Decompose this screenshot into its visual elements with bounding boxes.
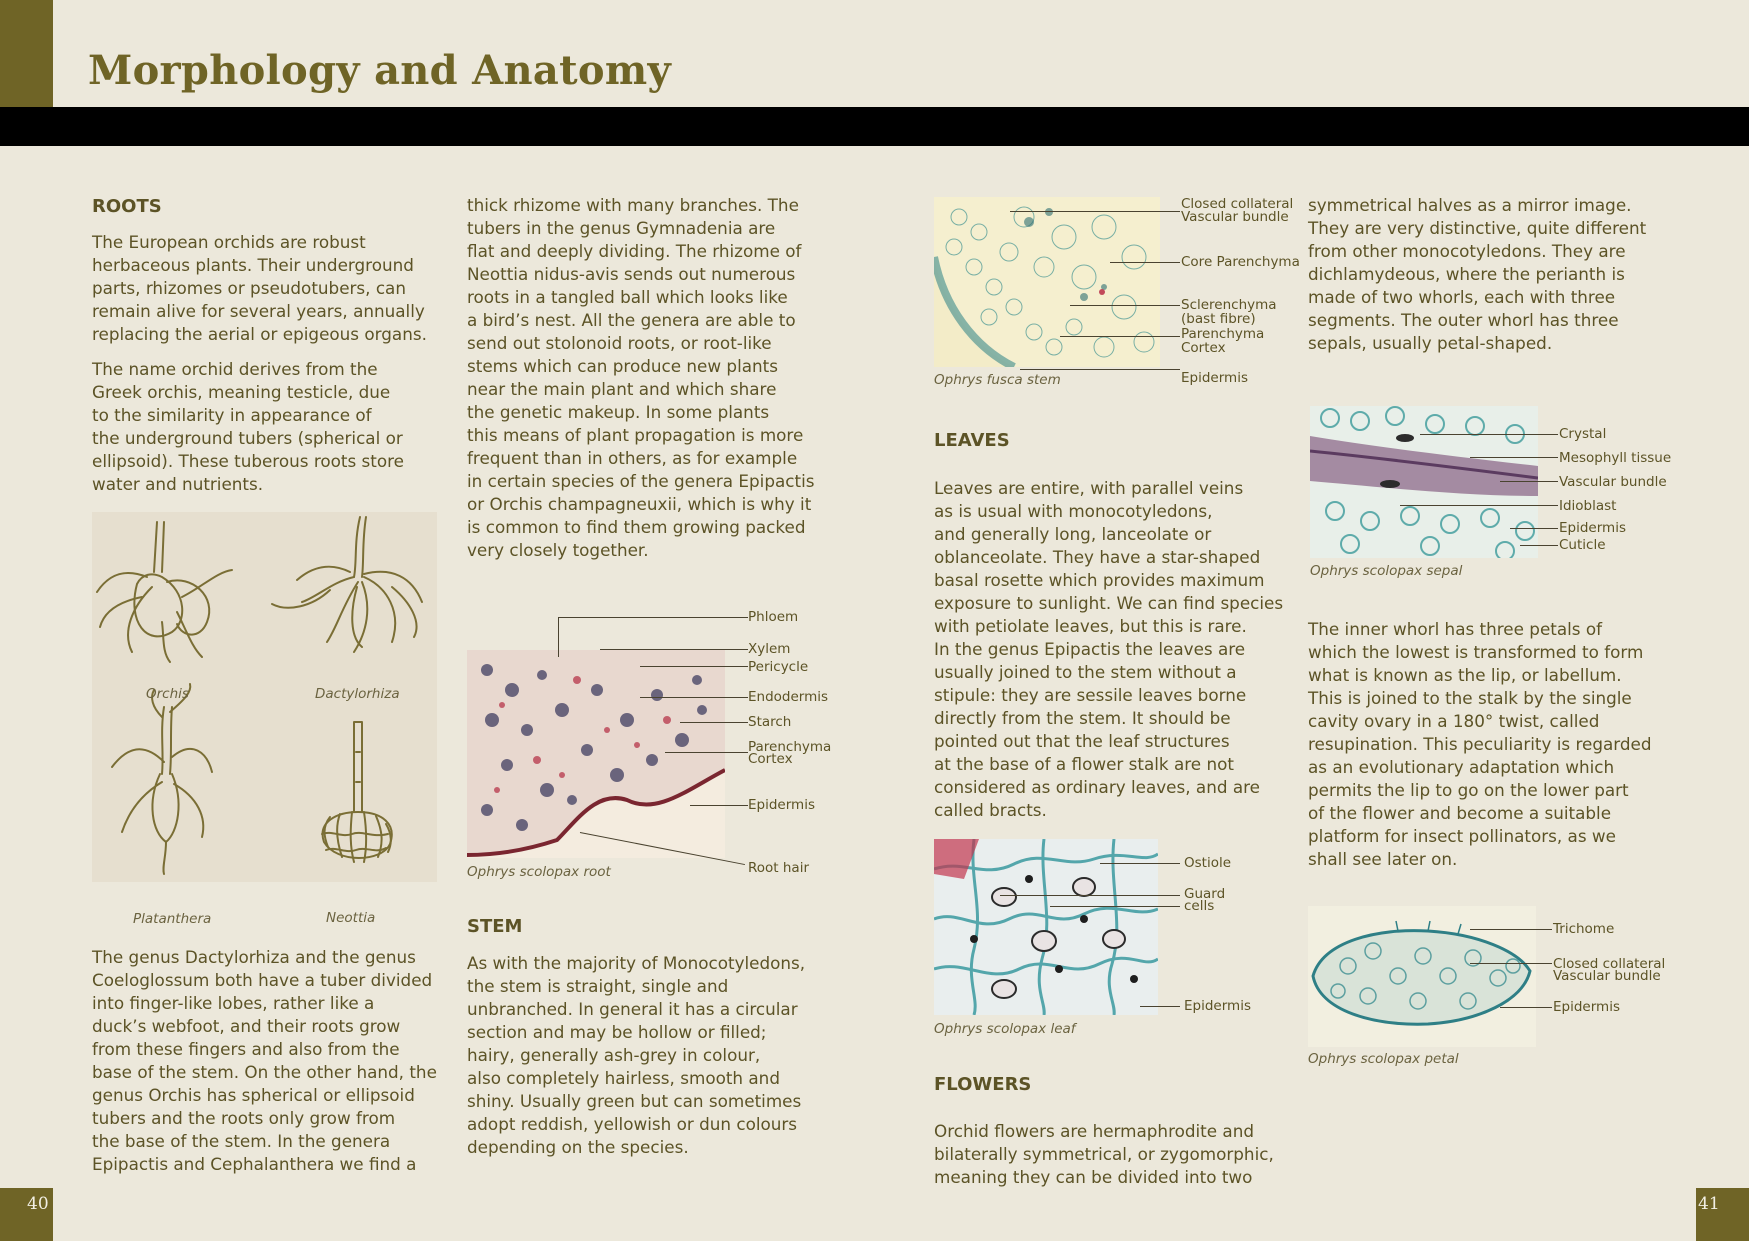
leader-trichome <box>1470 929 1552 930</box>
leader-stem-epidermis <box>1020 369 1180 370</box>
label-sepal-epidermis: Epidermis <box>1559 520 1626 536</box>
leader-sclerenchyma <box>1070 305 1180 306</box>
page-number-right: 41 <box>1698 1194 1720 1214</box>
stem-section-photo <box>934 197 1160 367</box>
page-title: Morphology and Anatomy <box>88 47 672 94</box>
leader-closed-collateral <box>1010 211 1180 212</box>
petal-caption: Ophrys scolopax petal <box>1308 1051 1459 1067</box>
label-crystal: Crystal <box>1559 426 1607 442</box>
leaves-paragraph: Leaves are entire, with parallel veins as is usual with monocotyledons, and generally long, lanceolate or oblanceolate. They have a star-shaped basal rosette which provides maximum exposure to sunlight. We can find species with petiolate leaves, but this is rare. In the genus Epipactis the leaves are usually joined to the stem without a stipule: they are sessile leaves borne directly from the stem. It should be pointed out that the leaf structures at the base of a flower stalk are not considered as ordinary leaves, and are called bracts. <box>934 478 1284 820</box>
label-petal-vascular: Vascular bundle <box>1553 968 1661 984</box>
orchis-drawing <box>97 522 232 662</box>
leader-phloem <box>558 617 748 618</box>
leader-petal-vascular <box>1470 963 1552 964</box>
plant-label-platanthera: Platanthera <box>133 911 212 927</box>
plant-label-neottia: Neottia <box>326 910 376 926</box>
leader-core-parenchyma <box>1110 262 1180 263</box>
leader-guard-cells-1 <box>1000 895 1180 896</box>
stem-caption: Ophrys fusca stem <box>934 372 1061 388</box>
label-stem-cortex: Cortex <box>1181 340 1226 356</box>
rhizome-paragraph: thick rhizome with many branches. The tubers in the genus Gymnadenia are flat and deeply dividing. The rhizome of Neottia nidus-avis sends out numerous roots in a tangled ball which looks like a bird’s nest. All the genera are able to send out stolonoid roots, or root-like stems which can produce new plants near the main plant and which share the genetic makeup. In some plants this means of plant propagation is more frequent than in others, as for example in certain species of the genera Epipactis or Orchis champagneuxii, which is why it is common to find them growing packed very closely together. <box>467 195 815 560</box>
flowers-paragraph: Orchid flowers are hermaphrodite and bilaterally symmetrical, or zygomorphic, meaning they can be divided into two <box>934 1121 1274 1187</box>
leader-sepal-epidermis <box>1510 528 1558 529</box>
label-starch: Starch <box>748 714 792 730</box>
label-stem-parenchyma: Parenchyma <box>1181 326 1265 342</box>
label-petal-closed-collateral: Closed collateral <box>1553 956 1666 972</box>
leader-pericycle <box>640 666 748 667</box>
leader-parenchyma <box>665 752 748 753</box>
label-pericycle: Pericycle <box>748 659 809 675</box>
flowers-heading: FLOWERS <box>934 1074 1032 1095</box>
label-epidermis: Epidermis <box>748 797 815 813</box>
root-caption: Ophrys scolopax root <box>467 864 611 880</box>
neottia-drawing <box>322 722 392 862</box>
leader-epidermis <box>690 805 748 806</box>
leader-idioblast <box>1400 505 1558 506</box>
roots-heading: ROOTS <box>92 196 162 217</box>
labellum-paragraph: The inner whorl has three petals of which the lowest is transformed to form what is known as the lip, or labellum. This is joined to the stalk by the single cavity ovary in a 180° twist, called resupination. This peculiarity is regarded as an evolutionary adaptation which permits the lip to go on the lower part of the flower and become a suitable platform for insect pollinators, as we shall see later on. <box>1308 619 1652 869</box>
label-sclerenchyma: Sclerenchyma <box>1181 297 1277 313</box>
label-leaf-epidermis: Epidermis <box>1184 998 1251 1014</box>
leader-phloem-v <box>558 617 559 657</box>
roots-paragraph-1: The European orchids are robust herbaceous plants. Their underground parts, rhizomes or pseudotubers, can remain alive for several years, annually replacing the aerial or epigeous organs. <box>92 232 427 344</box>
label-cells: cells <box>1184 898 1215 914</box>
leader-parenchyma-cortex <box>1060 336 1180 337</box>
label-xylem: Xylem <box>748 641 791 657</box>
plant-label-dactylorhiza: Dactylorhiza <box>315 686 400 702</box>
leader-starch <box>680 722 748 723</box>
leader-leaf-epidermis <box>1140 1006 1180 1007</box>
label-idioblast: Idioblast <box>1559 498 1617 514</box>
page-number-right-tab <box>1696 1188 1749 1241</box>
label-ostiole: Ostiole <box>1184 855 1232 871</box>
platanthera-drawing <box>112 684 212 874</box>
header-tab <box>0 0 53 107</box>
label-core-parenchyma: Core Parenchyma <box>1181 254 1300 270</box>
leader-ostiole <box>1100 863 1180 864</box>
dactylorhiza-drawing <box>272 517 422 652</box>
leader-sepal-vascular <box>1500 481 1558 482</box>
leader-crystal <box>1420 434 1558 435</box>
petal-section-photo <box>1308 906 1536 1047</box>
label-stem-epidermis: Epidermis <box>1181 370 1248 386</box>
label-vascular-bundle: Vascular bundle <box>1181 209 1289 225</box>
leaf-section-photo <box>934 839 1158 1015</box>
roots-paragraph-2: The name orchid derives from the Greek orchis, meaning testicle, due to the similarity in appearance of the underground tubers (spherical or ellipsoid). These tuberous roots store water and nutrients. <box>92 359 404 494</box>
page-number-left-tab <box>0 1188 53 1241</box>
label-closed-collateral: Closed collateral <box>1181 196 1294 212</box>
root-section-photo <box>467 650 725 858</box>
label-cuticle: Cuticle <box>1559 537 1606 553</box>
label-parenchyma: Parenchyma <box>748 739 832 755</box>
header-band <box>0 107 1749 146</box>
label-cortex: Cortex <box>748 751 793 767</box>
sepal-section-photo <box>1310 406 1538 558</box>
symmetry-paragraph: symmetrical halves as a mirror image. They are very distinctive, quite different from other monocotyledons. They are dichlamydeous, where the perianth is made of two whorls, each with three segments. The outer whorl has three sepals, usually petal-shaped. <box>1308 195 1647 353</box>
leader-endodermis <box>640 697 748 698</box>
roots-paragraph-3: The genus Dactylorhiza and the genus Coeloglossum both have a tuber divided into finger-like lobes, rather like a duck’s webfoot, and their roots grow from these fingers and also from the base of the stem. On the other hand, the genus Orchis has spherical or ellipsoid tubers and the roots only grow from the base of the stem. In the genera Epipactis and Cephalanthera we find a <box>92 947 437 1174</box>
leaf-caption: Ophrys scolopax leaf <box>934 1021 1076 1037</box>
label-guard: Guard <box>1184 886 1226 902</box>
label-petal-epidermis: Epidermis <box>1553 999 1620 1015</box>
leaves-heading: LEAVES <box>934 430 1010 451</box>
leader-xylem <box>600 649 748 650</box>
label-mesophyll: Mesophyll tissue <box>1559 450 1672 466</box>
leader-cuticle <box>1520 545 1558 546</box>
leader-petal-epidermis <box>1500 1007 1552 1008</box>
leader-mesophyll <box>1470 457 1558 458</box>
leader-guard-cells-2 <box>1050 906 1180 907</box>
page-number-left: 40 <box>27 1194 49 1214</box>
label-phloem: Phloem <box>748 609 799 625</box>
plant-label-orchis: Orchis <box>146 686 189 702</box>
stem-heading: STEM <box>467 916 523 937</box>
stem-paragraph: As with the majority of Monocotyledons, the stem is straight, single and unbranched. In general it has a circular section and may be hollow or filled; hairy, generally ash-grey in colour, also completely hairless, smooth and shiny. Usually green but can sometimes adopt reddish, yellowish or dun colours depending on the species. <box>467 953 806 1157</box>
label-bast-fibre: (bast fibre) <box>1181 311 1256 327</box>
label-sepal-vascular: Vascular bundle <box>1559 474 1667 490</box>
sepal-caption: Ophrys scolopax sepal <box>1310 563 1463 579</box>
label-trichome: Trichome <box>1553 921 1615 937</box>
label-root-hair: Root hair <box>748 860 810 876</box>
label-endodermis: Endodermis <box>748 689 829 705</box>
